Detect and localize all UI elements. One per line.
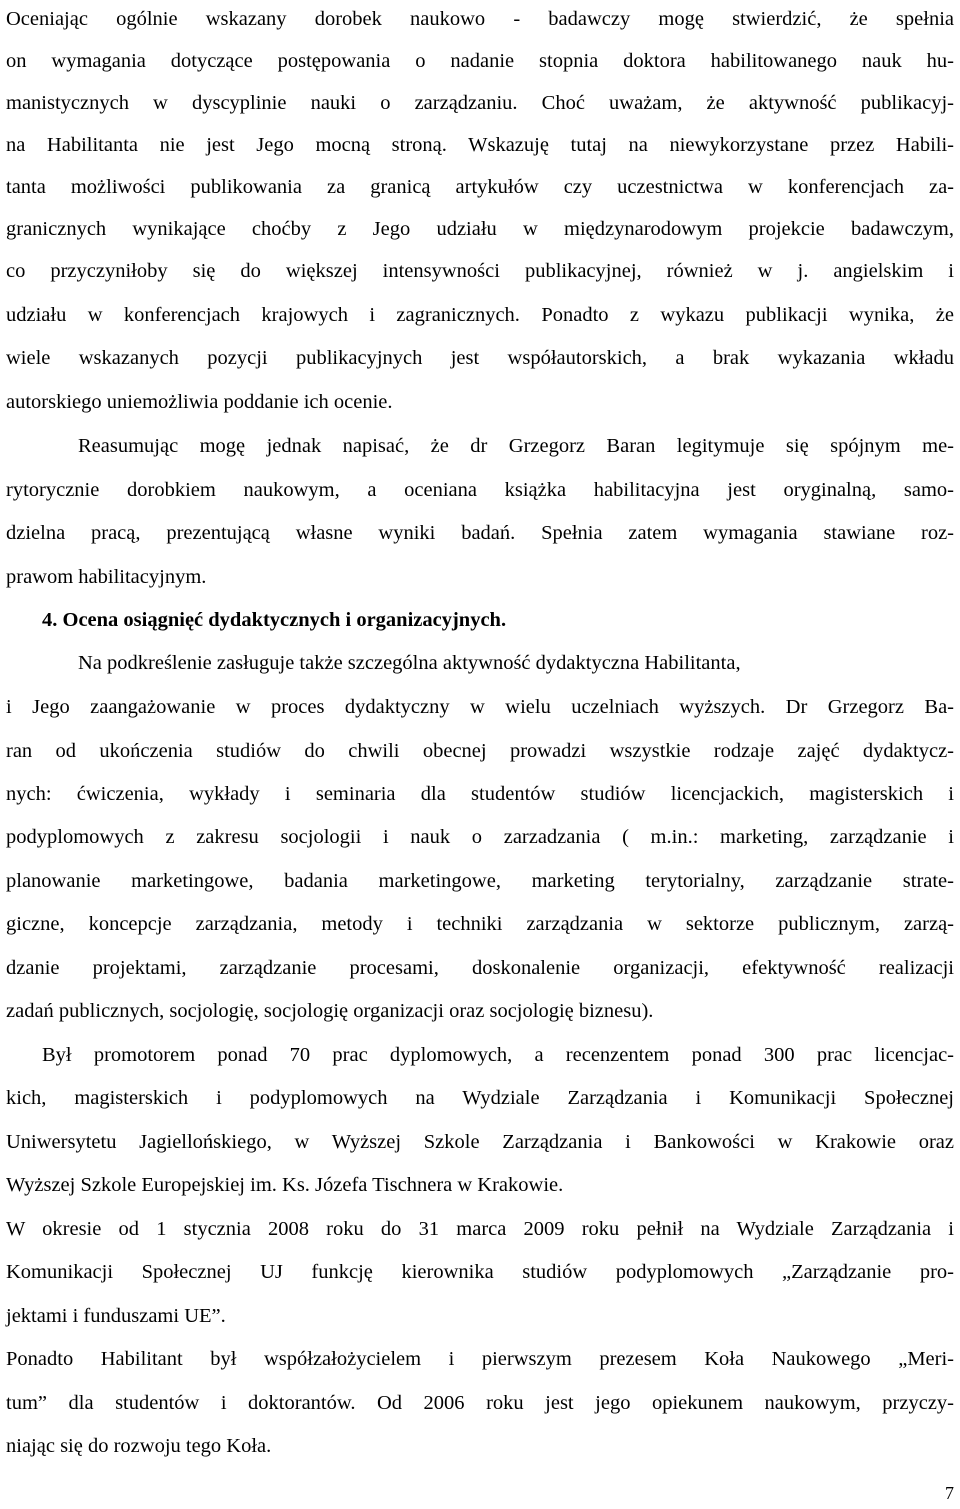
text-line: granicznych wynikające choćby z Jego udziału w międzynarodowym projekcie badawczym, (6, 218, 954, 240)
paragraph-first-line: Był promotorem ponad 70 prac dyplomowych, a recenzentem ponad 300 prac licencjac- (42, 1044, 954, 1066)
text-line: Uniwersytetu Jagiellońskiego, w Wyższej Szkole Zarządzania i Bankowości w Krakowie oraz (6, 1131, 954, 1153)
page-number: 7 (945, 1483, 954, 1503)
text-line: tum” dla studentów i doktorantów. Od 2006 roku jest jego opiekunem naukowym, przyczy- (6, 1392, 954, 1414)
paragraph-first-line: Reasumując mogę jednak napisać, że dr Grzegorz Baran legitymuje się spójnym me- (78, 435, 954, 457)
text-line: Oceniając ogólnie wskazany dorobek naukowo - badawczy mogę stwierdzić, że spełnia (6, 8, 954, 30)
text-line: dzielna pracą, prezentującą własne wyniki badań. Spełnia zatem wymagania stawiane roz- (6, 522, 954, 544)
text-line: nych: ćwiczenia, wykłady i seminaria dla studentów studiów licencjackich, magisterskich i (6, 783, 954, 805)
text-line: rytorycznie dorobkiem naukowym, a oceniana książka habilitacyjna jest oryginalną, samo- (6, 479, 954, 501)
text-line: Wyższej Szkole Europejskiej im. Ks. Józefa Tischnera w Krakowie. (6, 1174, 564, 1196)
paragraph-first-line: Na podkreślenie zasługuje także szczególna aktywność dydaktyczna Habilitanta, (78, 652, 741, 674)
section-heading: 4. Ocena osiągnięć dydaktycznych i organizacyjnych. (42, 609, 507, 631)
text-line: podyplomowych z zakresu socjologii i nauk o zarzadzania ( m.in.: marketing, zarządzanie i (6, 826, 954, 848)
text-line: zadań publicznych, socjologię, socjologię organizacji oraz socjologię biznesu). (6, 1000, 654, 1022)
text-line: na Habilitanta nie jest Jego mocną stroną. Wskazuję tutaj na niewykorzystane przez Habili- (6, 134, 954, 156)
text-line: co przyczyniłoby się do większej intensywności publikacyjnej, również w j. angielskim i (6, 260, 954, 282)
text-line: Komunikacji Społecznej UJ funkcję kierownika studiów podyplomowych „Zarządzanie pro- (6, 1261, 954, 1283)
text-line: manistycznych w dyscyplinie nauki o zarządzaniu. Choć uważam, że aktywność publikacyj- (6, 92, 954, 114)
text-line: autorskiego uniemożliwia poddanie ich ocenie. (6, 391, 393, 413)
text-line: ran od ukończenia studiów do chwili obecnej prowadzi wszystkie rodzaje zajęć dydaktycz- (6, 740, 954, 762)
text-line: prawom habilitacyjnym. (6, 566, 207, 588)
text-line: on wymagania dotyczące postępowania o nadanie stopnia doktora habilitowanego nauk hu- (6, 50, 954, 72)
text-line: dzanie projektami, zarządzanie procesami, doskonalenie organizacji, efektywność realizacji (6, 957, 954, 979)
text-line: Ponadto Habilitant był współzałożycielem i pierwszym prezesem Koła Naukowego „Meri- (6, 1348, 954, 1370)
text-line: W okresie od 1 stycznia 2008 roku do 31 marca 2009 roku pełnił na Wydziale Zarządzania i (6, 1218, 954, 1240)
text-line: kich, magisterskich i podyplomowych na Wydziale Zarządzania i Komunikacji Społecznej (6, 1087, 954, 1109)
text-line: planowanie marketingowe, badania marketingowe, marketing terytorialny, zarządzanie strate- (6, 870, 954, 892)
text-line: tanta możliwości publikowania za granicą artykułów czy uczestnictwa w konferencjach za- (6, 176, 954, 198)
text-line: wiele wskazanych pozycji publikacyjnych jest współautorskich, a brak wykazania wkładu (6, 347, 954, 369)
text-line: giczne, koncepcje zarządzania, metody i techniki zarządzania w sektorze publicznym, zarzą- (6, 913, 954, 935)
text-line: udziału w konferencjach krajowych i zagranicznych. Ponadto z wykazu publikacji wynika, że (6, 304, 954, 326)
text-line: jektami i funduszami UE”. (6, 1305, 226, 1327)
text-line: i Jego zaangażowanie w proces dydaktyczny w wielu uczelniach wyższych. Dr Grzegorz Ba- (6, 696, 954, 718)
text-line: niając się do rozwoju tego Koła. (6, 1435, 272, 1457)
